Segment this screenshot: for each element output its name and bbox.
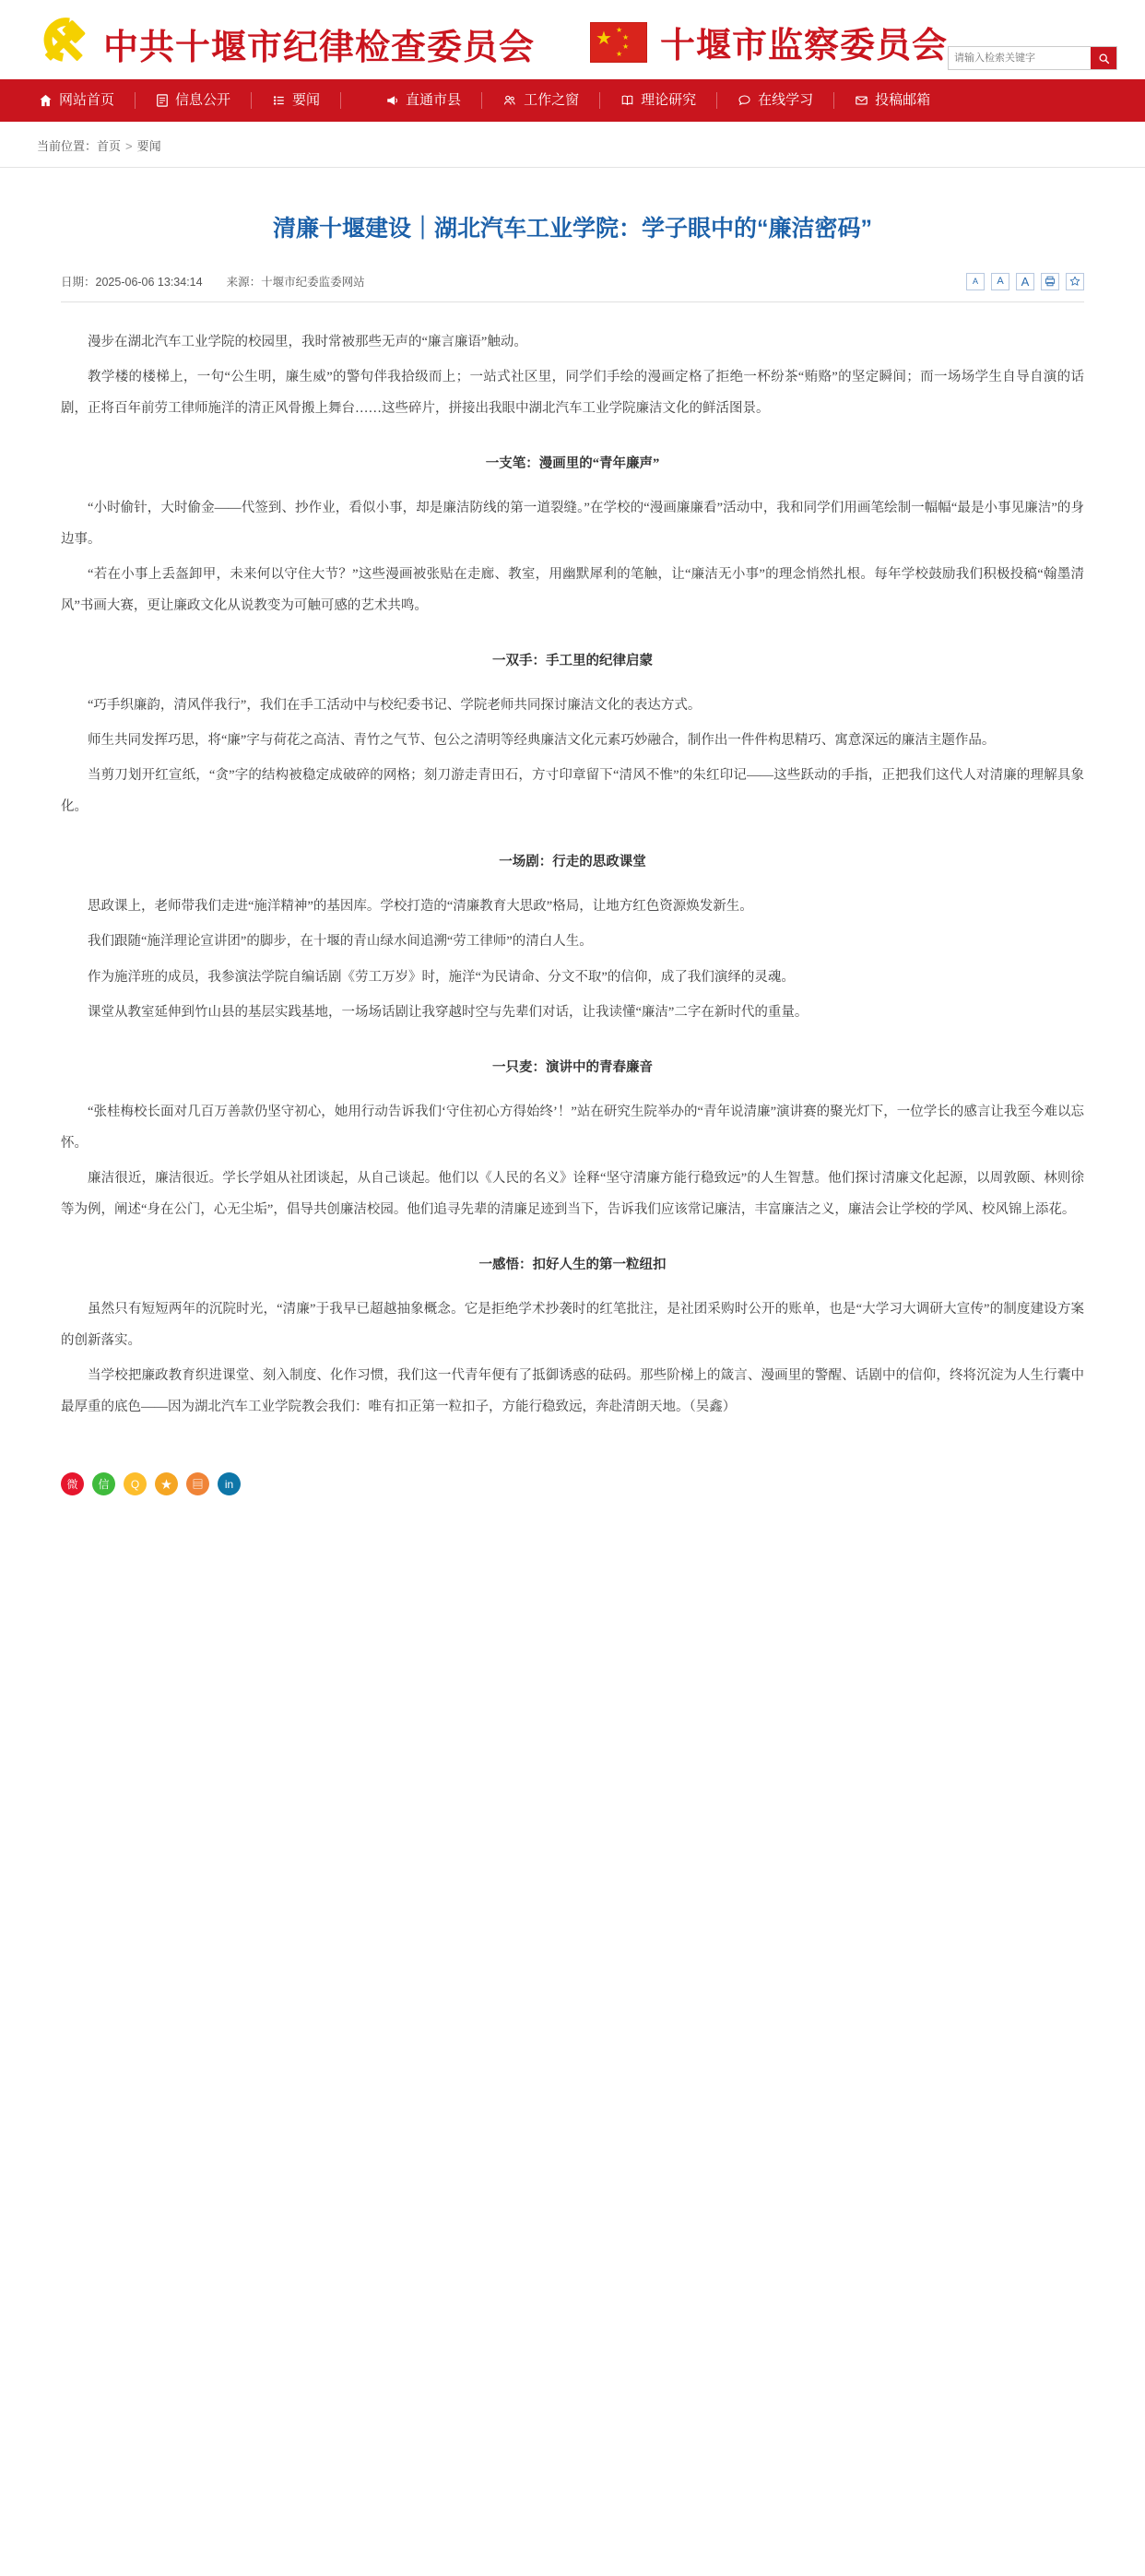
article-paragraph: “张桂梅校长面对几百万善款仍坚守初心，她用行动告诉我们‘守住初心方得始终’！”站在研究生院举办的“青年说清廉”演讲赛的聚光灯下，一位学长的感言让我至今难以忘怀。 bbox=[61, 1104, 1084, 1151]
article-date-label: 日期： bbox=[61, 276, 96, 289]
article-paragraph: “小时偷针，大时偷金——代签到、抄作业，看似小事，却是廉洁防线的第一道裂缝。”在学校的“漫画廉廉看”活动中，我和同学们用画笔绘制一幅幅“最是小事见廉洁”的身边事。 bbox=[61, 500, 1084, 547]
brand-right-title: 十堰市监察委员会 bbox=[660, 27, 949, 65]
nav-item-home[interactable] bbox=[18, 79, 135, 122]
article-body bbox=[61, 326, 1084, 1424]
article-paragraph: 作为施洋班的成员，我参演法学院自编话剧《劳工万岁》时，施洋“为民请命、分文不取”的信仰，成了我们演绎的灵魂。 bbox=[88, 969, 795, 985]
nav-label: 要闻 bbox=[292, 92, 321, 108]
article-paragraph: 教学楼的楼梯上，一句“公生明，廉生威”的警句伴我拾级而上；一站式社区里，同学们手绘的漫画定格了拒绝一杯纷茶“贿赂”的坚定瞬间；而一场场学生自导自演的话剧，正将百年前劳工律师施洋的清正风骨搬上舞台……这些碎片，拼接出我眼中湖北汽车工业学院廉洁文化的鲜活图景。 bbox=[61, 369, 1084, 416]
article-subheading: 一场剧：行走的思政课堂 bbox=[499, 855, 646, 870]
list-icon bbox=[272, 94, 286, 107]
font-large-button[interactable]: A bbox=[1016, 273, 1034, 290]
article-source bbox=[227, 273, 365, 290]
article-subheading: 一双手：手工里的纪律启蒙 bbox=[492, 654, 653, 668]
article-subheading: 一支笔：漫画里的“青年廉声” bbox=[485, 455, 660, 471]
star-icon bbox=[1069, 276, 1080, 287]
search-input[interactable] bbox=[949, 47, 1091, 69]
article-paragraph: 当剪刀划开红宣纸，“贪”字的结构被稳定成破碎的网格；刻刀游走青田石，方寸印章留下“清风不惟”的朱红印记——这些跃动的手指，正把我们这代人对清廉的理解具象化。 bbox=[61, 768, 1084, 815]
article-date bbox=[61, 273, 203, 290]
document-icon bbox=[156, 94, 169, 107]
article-paragraph: 廉洁很近，廉洁很近。学长学姐从社团谈起，从自己谈起。他们以《人民的名义》诠释“坚守清廉方能行稳致远”的人生智慧。他们探讨清廉文化起源，以周敦颐、林则徐等为例，阐述“身在公门，心无尘垢”，倡导共创廉洁校园。他们追寻先辈的清廉足迹到当下，告诉我们应该常记廉洁，丰富廉洁之义，廉洁会让学校的学风、校风锦上添花。 bbox=[61, 1170, 1084, 1217]
nav-label: 投稿邮箱 bbox=[875, 92, 931, 108]
article-meta bbox=[61, 273, 1084, 302]
share-wechat[interactable]: 信 bbox=[92, 1472, 115, 1495]
national-emblem-flag-icon: ★ ★ ★ ★ ★ bbox=[590, 22, 647, 63]
font-medium-button[interactable]: A bbox=[991, 273, 1009, 290]
breadcrumb-prefix: 当前位置： bbox=[37, 139, 98, 153]
article-date-value: 2025-06-06 13:34:14 bbox=[95, 276, 203, 289]
article-source-value: 十堰市纪委监委网站 bbox=[261, 276, 365, 289]
home-icon bbox=[39, 94, 53, 107]
print-button[interactable] bbox=[1041, 273, 1059, 290]
nav-label: 网站首页 bbox=[59, 92, 115, 108]
breadcrumb-item-home[interactable]: 首页 bbox=[97, 139, 122, 153]
nav-item-headlines[interactable] bbox=[252, 79, 340, 122]
chat-icon bbox=[738, 94, 751, 107]
share-linkedin[interactable]: in bbox=[218, 1472, 241, 1495]
share-favorite[interactable]: ★ bbox=[155, 1472, 178, 1495]
nav-label: 工作之窗 bbox=[524, 92, 580, 108]
article-subheading: 一只麦：演讲中的青春廉音 bbox=[492, 1059, 653, 1075]
nav-item-city-county[interactable] bbox=[365, 79, 481, 122]
share-bar[interactable] bbox=[0, 1463, 1145, 1538]
article-paragraph: 当学校把廉政教育织进课堂、刻入制度、化作习惯，我们这一代青年便有了抵御诱惑的砝码。那些阶梯上的箴言、漫画里的警醒、话剧中的信仰，终将沉淀为人生行囊中最厚重的底色——因为湖北汽车工业学院教会我们：唯有扣正第一粒扣子，方能行稳致远，奔赴清朗天地。（吴鑫） bbox=[61, 1368, 1084, 1415]
article-paragraph: 课堂从教室延伸到竹山县的基层实践基地，一场场话剧让我穿越时空与先辈们对话，让我读懂“廉洁”二字在新时代的重量。 bbox=[88, 1004, 809, 1020]
nav-item-mailbox[interactable] bbox=[834, 79, 950, 122]
nav-label: 信息公开 bbox=[175, 92, 231, 108]
nav-item-info-disclosure[interactable] bbox=[136, 79, 251, 122]
brand-left bbox=[37, 17, 535, 70]
share-document[interactable]: ▤ bbox=[186, 1472, 209, 1495]
nav-item-theory-research[interactable] bbox=[600, 79, 716, 122]
share-weibo[interactable]: 微 bbox=[61, 1472, 84, 1495]
nav-label: 直通市县 bbox=[406, 92, 462, 108]
search-button[interactable] bbox=[1091, 47, 1116, 69]
article-paragraph: “巧手织廉韵，清风伴我行”，我们在手工活动中与校纪委书记、学院老师共同探讨廉洁文化的表达方式。 bbox=[88, 698, 702, 714]
brand-left-title: 中共十堰市纪律检查委员会 bbox=[103, 28, 536, 67]
breadcrumb bbox=[0, 122, 1145, 168]
share-qzone[interactable]: Q bbox=[124, 1472, 147, 1495]
article-paragraph: 虽然只有短短两年的沉院时光，“清廉”于我早已超越抽象概念。它是拒绝学术抄袭时的红笔批注，是社团采购时公开的账单，也是“大学习大调研大宣传”的制度建设方案的创新落实。 bbox=[61, 1302, 1084, 1349]
megaphone-icon bbox=[385, 94, 399, 107]
print-icon bbox=[1045, 276, 1056, 287]
brand-right bbox=[590, 17, 948, 67]
article-paragraph: 思政课上，老师带我们走进“施洋精神”的基因库。学校打造的“清廉教育大思政”格局，让地方红色资源焕发新生。 bbox=[88, 899, 753, 915]
party-emblem-icon bbox=[37, 17, 90, 70]
breadcrumb-separator: > bbox=[125, 139, 133, 153]
mail-icon bbox=[855, 94, 868, 107]
article-source-label: 来源： bbox=[226, 276, 262, 289]
page-title: 清廉十堰建设｜湖北汽车工业学院：学子眼中的“廉洁密码” bbox=[272, 216, 872, 242]
main-navigation[interactable] bbox=[0, 79, 1145, 122]
article-paragraph: 我们跟随“施洋理论宣讲团”的脚步，在十堰的青山绿水间追溯“劳工律师”的清白人生。 bbox=[88, 934, 593, 950]
article-subheading: 一感悟：扣好人生的第一粒纽扣 bbox=[478, 1257, 667, 1272]
site-header bbox=[0, 0, 1145, 79]
favorite-button[interactable] bbox=[1066, 273, 1084, 290]
people-icon bbox=[502, 94, 517, 107]
breadcrumb-item-current[interactable]: 要闻 bbox=[136, 139, 161, 153]
article-paragraph: 漫步在湖北汽车工业学院的校园里，我时常被那些无声的“廉言廉语”触动。 bbox=[88, 334, 527, 349]
nav-label: 在线学习 bbox=[758, 92, 814, 108]
article-tools[interactable] bbox=[966, 273, 1084, 290]
article-paragraph: 师生共同发挥巧思，将“廉”字与荷花之高洁、青竹之气节、包公之清明等经典廉洁文化元素巧妙融合，制作出一件件构思精巧、寓意深远的廉洁主题作品。 bbox=[88, 733, 996, 749]
nav-label: 理论研究 bbox=[641, 92, 697, 108]
font-small-button[interactable]: A bbox=[966, 273, 985, 290]
article-paragraph: “若在小事上丢盔卸甲，未来何以守住大节？”这些漫画被张贴在走廊、教室，用幽默犀利的笔触，让“廉洁无小事”的理念悄然扎根。每年学校鼓励我们积极投稿“翰墨清风”书画大赛，更让廉政文化从说教变为可触可感的艺术共鸣。 bbox=[61, 566, 1084, 613]
book-icon bbox=[620, 94, 634, 107]
article bbox=[0, 168, 1145, 1463]
search-icon bbox=[1098, 53, 1110, 65]
nav-item-work-window[interactable] bbox=[482, 79, 599, 122]
nav-divider bbox=[340, 92, 341, 109]
search-box[interactable] bbox=[948, 46, 1117, 70]
nav-item-online-study[interactable] bbox=[717, 79, 833, 122]
